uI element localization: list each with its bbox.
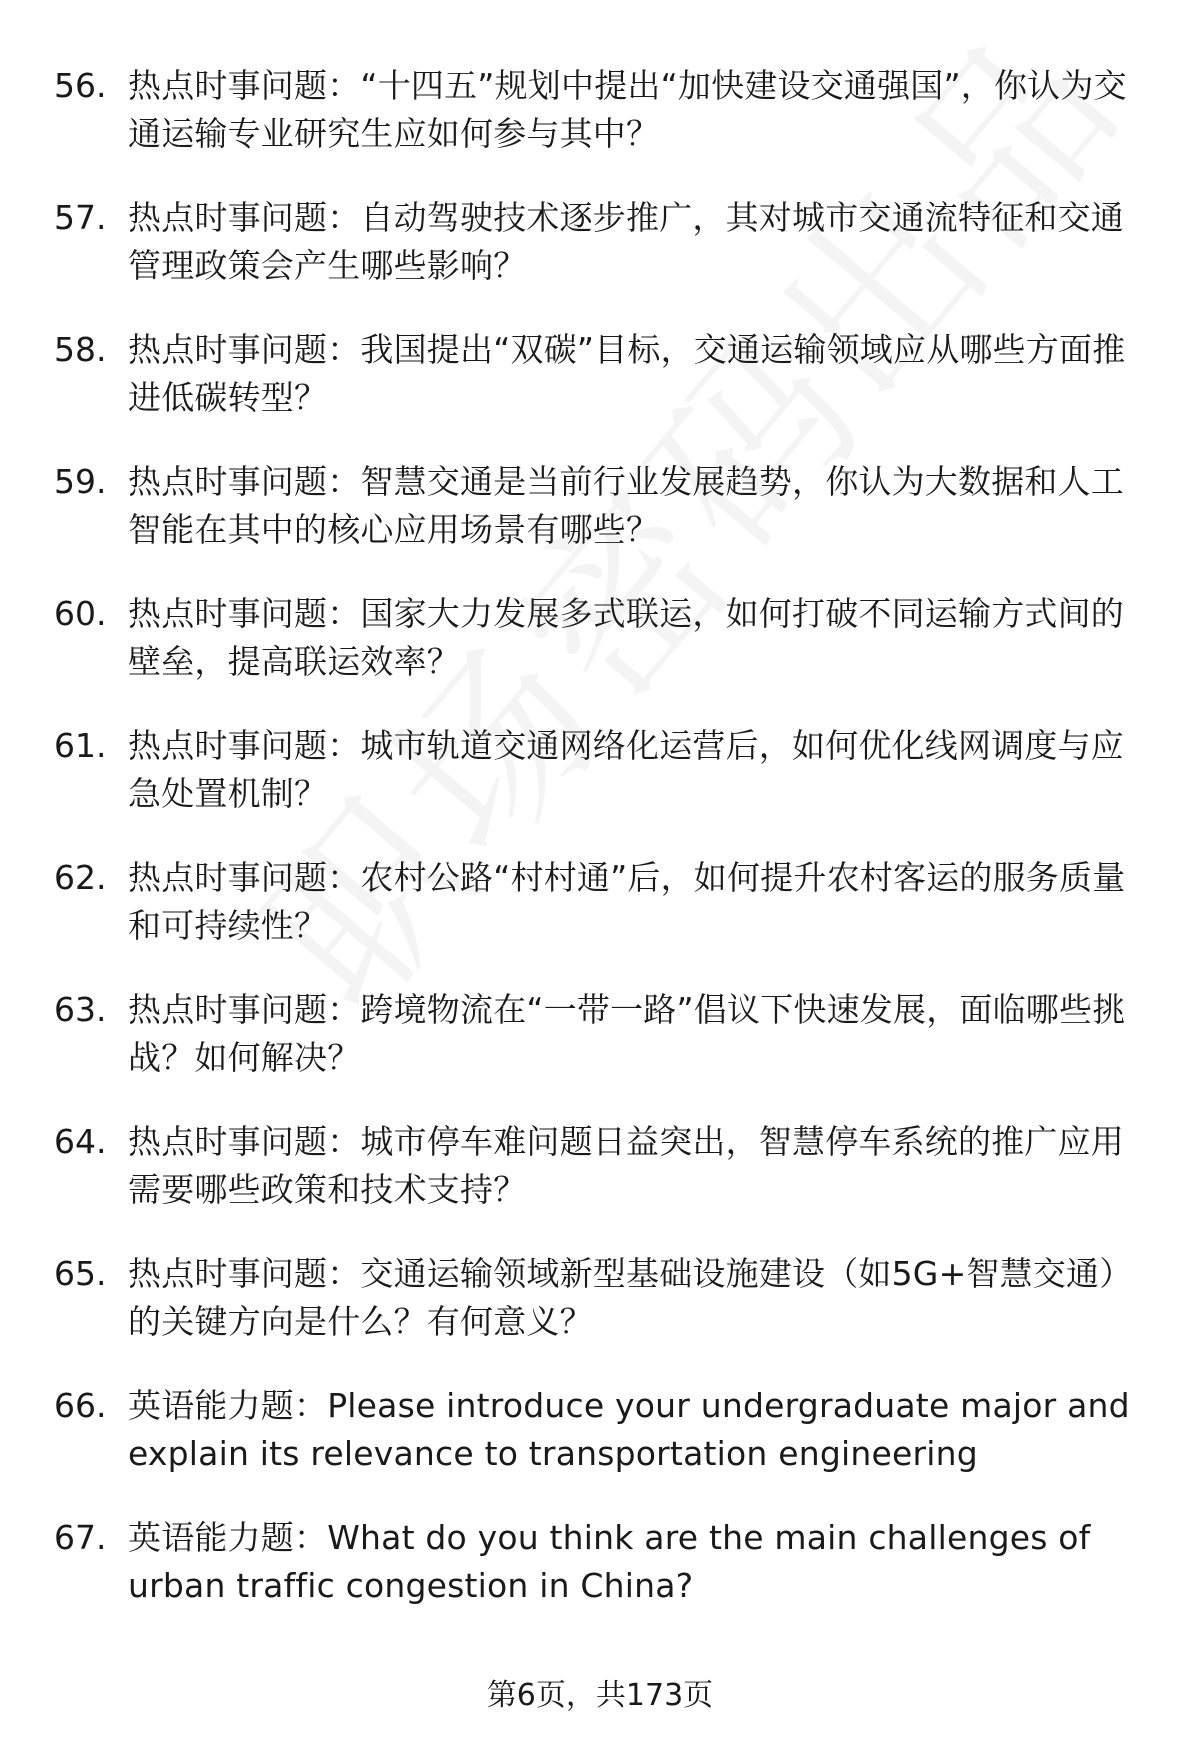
question-number: 56. xyxy=(54,66,107,105)
list-item xyxy=(0,326,1200,458)
question-list xyxy=(0,62,1200,1646)
question-text: 热点时事问题：“十四五”规划中提出“加快建设交通强国”，你认为交通运输专业研究生应如何参与其中？ xyxy=(128,66,1127,153)
question-number: 62. xyxy=(54,858,107,897)
question-number: 65. xyxy=(54,1254,107,1293)
question-number: 57. xyxy=(54,198,107,237)
page-number-footer: 第6页，共173页 xyxy=(486,1678,714,1713)
question-text: 英语能力题：What do you think are the main challenges of urban traffic congestion in China? xyxy=(128,1518,1091,1605)
list-item xyxy=(0,986,1200,1118)
list-item xyxy=(0,722,1200,854)
question-text: 热点时事问题：国家大力发展多式联运，如何打破不同运输方式间的壁垒，提高联运效率？ xyxy=(128,594,1124,681)
list-item xyxy=(0,854,1200,986)
question-number: 59. xyxy=(54,462,107,501)
list-item xyxy=(0,1250,1200,1382)
list-item xyxy=(0,590,1200,722)
question-number: 66. xyxy=(54,1386,107,1425)
question-text: 热点时事问题：智慧交通是当前行业发展趋势，你认为大数据和人工智能在其中的核心应用场景有哪些？ xyxy=(128,462,1124,549)
question-text: 热点时事问题：城市轨道交通网络化运营后，如何优化线网调度与应急处置机制？ xyxy=(128,726,1124,813)
question-number: 61. xyxy=(54,726,107,765)
list-item xyxy=(0,62,1200,194)
question-text: 热点时事问题：城市停车难问题日益突出，智慧停车系统的推广应用需要哪些政策和技术支持？ xyxy=(128,1122,1124,1209)
question-text: 热点时事问题：我国提出“双碳”目标，交通运输领域应从哪些方面推进低碳转型？ xyxy=(128,330,1126,417)
question-number: 60. xyxy=(54,594,107,633)
question-number: 67. xyxy=(54,1518,107,1557)
list-item xyxy=(0,1514,1200,1646)
list-item xyxy=(0,194,1200,326)
question-number: 63. xyxy=(54,990,107,1029)
question-number: 64. xyxy=(54,1122,107,1161)
question-number: 58. xyxy=(54,330,107,369)
list-item xyxy=(0,1118,1200,1250)
question-text: 热点时事问题：农村公路“村村通”后，如何提升农村客运的服务质量和可持续性？ xyxy=(128,858,1126,945)
question-text: 热点时事问题：跨境物流在“一带一路”倡议下快速发展，面临哪些挑战？如何解决？ xyxy=(128,990,1126,1077)
question-text: 英语能力题：Please introduce your undergraduate major and explain its relevance to transportation engineering xyxy=(128,1386,1130,1473)
list-item xyxy=(0,1382,1200,1514)
question-text: 热点时事问题：自动驾驶技术逐步推广，其对城市交通流特征和交通管理政策会产生哪些影响？ xyxy=(128,198,1124,285)
list-item xyxy=(0,458,1200,590)
question-text: 热点时事问题：交通运输领域新型基础设施建设（如5G+智慧交通）的关键方向是什么？有何意义？ xyxy=(128,1254,1133,1341)
